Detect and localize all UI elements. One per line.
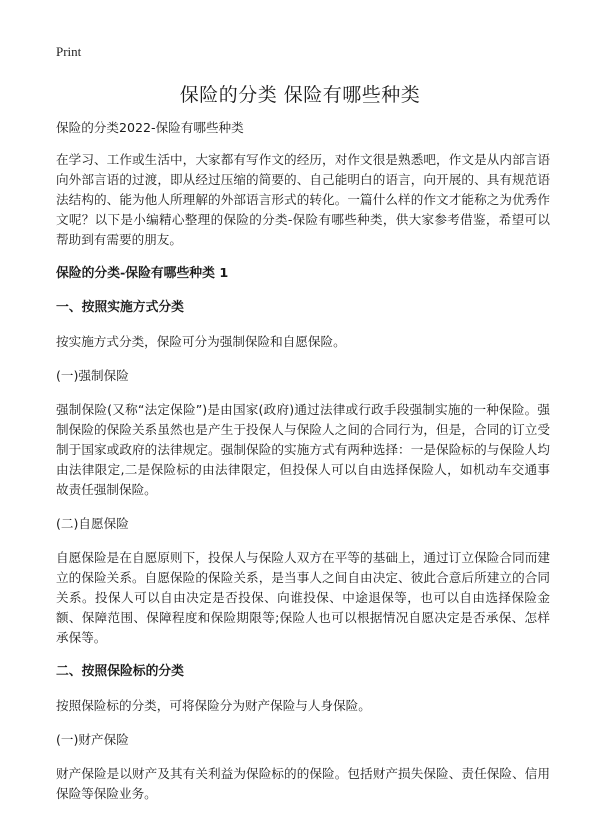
article-subtitle: 保险的分类2022-保险有哪些种类 [56, 120, 244, 135]
part1-heading: 一、按照实施方式分类 [56, 300, 184, 315]
part1-intro: 按实施方式分类，保险可分为强制保险和自愿保险。 [56, 334, 346, 349]
print-link[interactable]: Print [56, 44, 82, 59]
part1-sub2-text: 自愿保险是在自愿原则下，投保人与保险人双方在平等的基础上，通过订立保险合同而建立的保险关系。自愿保险的保险关系，是当事人之间自由决定、彼此合意后所建立的合同关系。投保人可以自由决定是否投保、向谁投保、中途退保等，也可以自由选择保险金额、保障范围、保障程度和保险期限等;保险人也可以根据情况自愿决定是否承保、怎样承保等。 [56, 550, 550, 645]
part1-sub2-heading: (二)自愿保险 [56, 516, 129, 531]
page-title: 保险的分类 保险有哪些种类 [179, 84, 421, 106]
part2-sub1-text: 财产保险是以财产及其有关利益为保险标的的保险。包括财产损失保险、责任保险、信用保险等保险业务。 [56, 766, 550, 801]
intro-paragraph: 在学习、工作或生活中，大家都有写作文的经历，对作文很是熟悉吧，作文是从内部言语向外部言语的过渡，即从经过压缩的简要的、自己能明白的语言，向开展的、具有规范语法结构的、能为他人所理解的外部语言形式的转化。一篇什么样的作文才能称之为优秀作文呢？以下是小编精心整理的保险的分类-保险有哪些种类，供大家参考借鉴，希望可以帮助到有需要的朋友。 [56, 152, 550, 247]
part1-sub1-text: 强制保险(又称“法定保险”)是由国家(政府)通过法律或行政手段强制实施的一种保险。强制保险的保险关系虽然也是产生于投保人与保险人之间的合同行为，但是，合同的订立受制于国家或政府的法律规定。强制保险的实施方式有两种选择：一是保险标的与保险人均由法律限定,二是保险标的由法律限定，但投保人可以自由选择保险人，如机动车交通事故责任强制保险。 [56, 402, 550, 497]
part2-heading: 二、按照保险标的分类 [56, 664, 184, 679]
part2-intro: 按照保险标的分类，可将保险分为财产保险与人身保险。 [56, 698, 371, 713]
article-body [56, 118, 550, 818]
section-heading: 保险的分类-保险有哪些种类 1 [56, 266, 229, 281]
part2-sub1-heading: (一)财产保险 [56, 732, 129, 747]
part1-sub1-heading: (一)强制保险 [56, 368, 129, 383]
